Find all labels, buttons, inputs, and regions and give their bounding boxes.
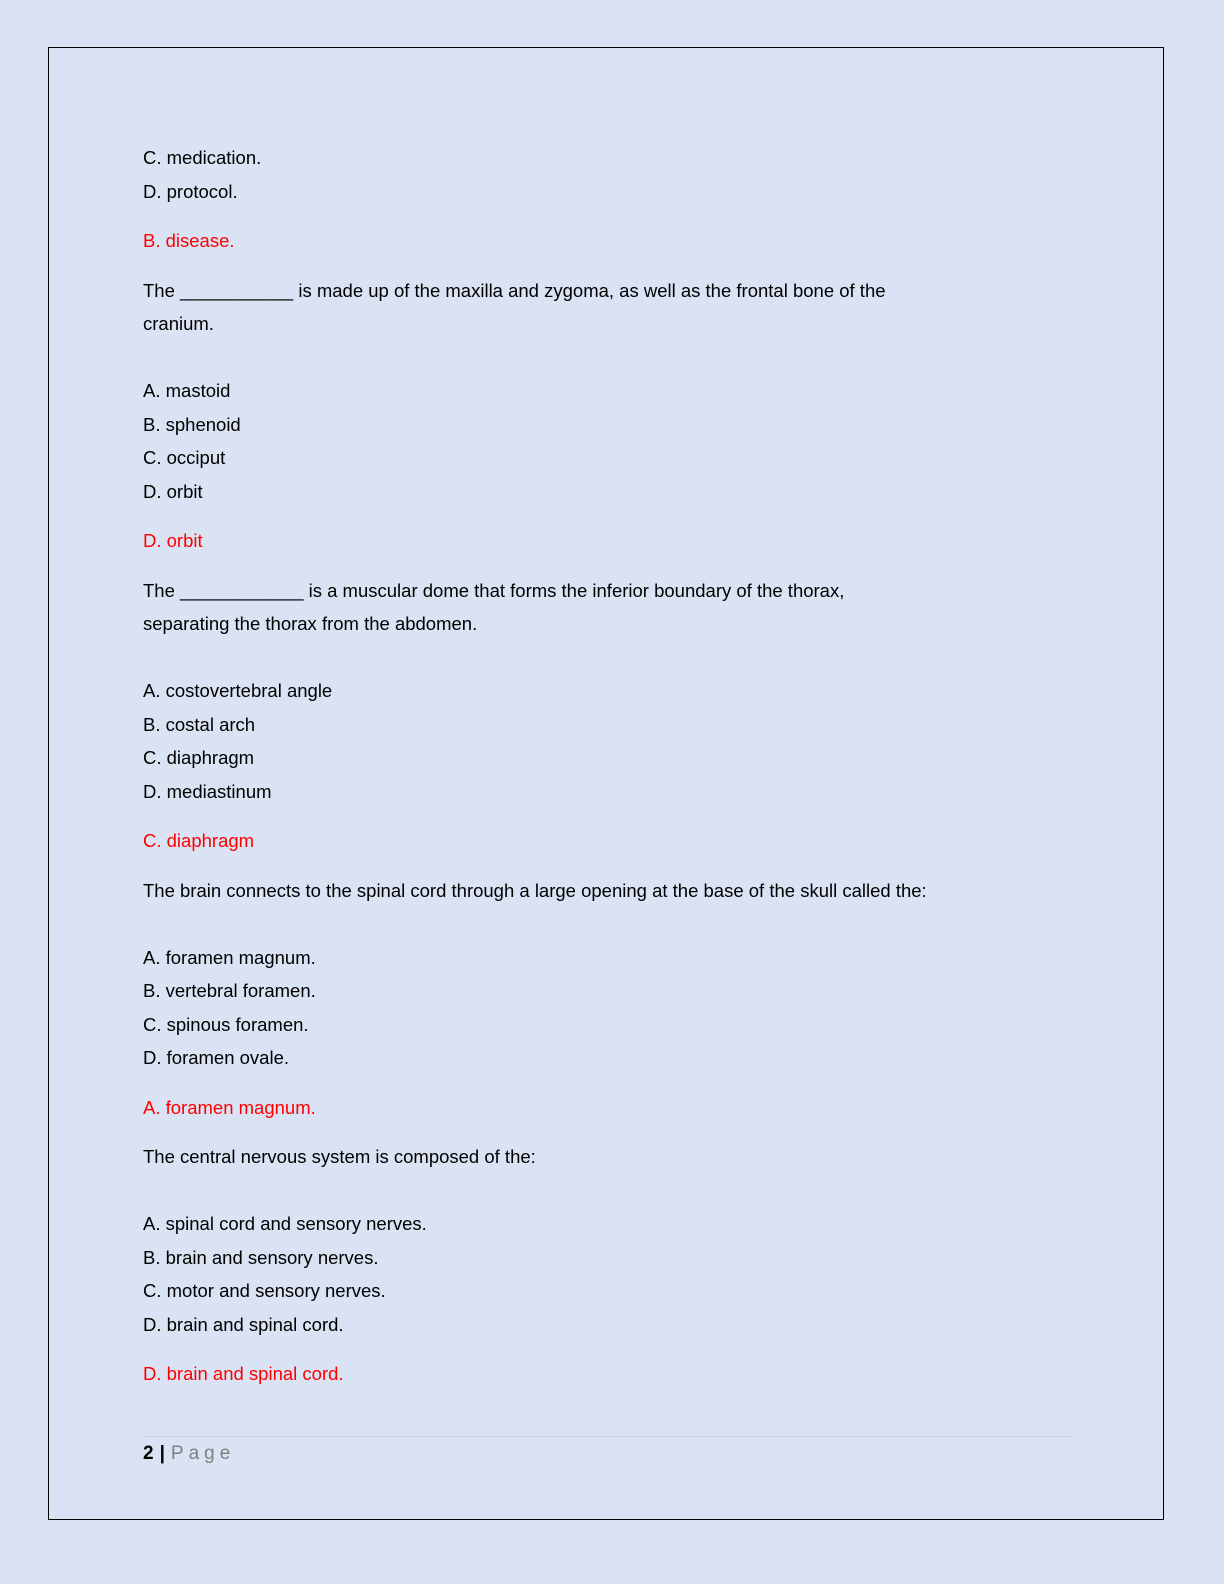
option: C. diaphragm — [143, 747, 255, 768]
question-text: The ___________ is made up of the maxilla and zygoma, as well as the frontal bone of the — [143, 279, 886, 301]
answer: A. foramen magnum. — [143, 1096, 316, 1118]
option: B. sphenoid — [143, 413, 241, 435]
option: A. costovertebral angle — [143, 680, 333, 701]
footer-divider — [143, 1436, 1073, 1437]
page-number: 2 — [143, 1443, 154, 1464]
option: A. foramen magnum. — [143, 946, 316, 968]
answer: C. diaphragm — [143, 830, 255, 851]
option: C. motor and sensory nerves. — [143, 1280, 386, 1301]
option: A. mastoid — [143, 380, 231, 401]
question-text: The brain connects to the spinal cord through a large opening at the base of the skull called the: — [143, 879, 927, 901]
option: B. brain and sensory nerves. — [143, 1246, 379, 1268]
page-label: Page — [170, 1443, 236, 1464]
answer: D. brain and spinal cord. — [143, 1363, 344, 1384]
option: C. spinous foramen. — [143, 1013, 309, 1035]
question-block-3 — [143, 574, 1083, 858]
question-text: separating the thorax from the abdomen. — [143, 613, 478, 634]
question-block-1 — [143, 141, 1083, 258]
option: C. medication. — [143, 147, 262, 168]
document-body — [143, 141, 1083, 1391]
answer: D. orbit — [143, 530, 203, 551]
option: A. spinal cord and sensory nerves. — [143, 1213, 427, 1234]
question-text: The ____________ is a muscular dome that forms the inferior boundary of the thorax, — [143, 579, 845, 601]
question-block-2 — [143, 274, 1083, 558]
footer-separator: | — [159, 1443, 165, 1464]
option: D. mediastinum — [143, 780, 272, 802]
question-block-5 — [143, 1140, 1083, 1391]
option: D. foramen ovale. — [143, 1047, 290, 1068]
option: B. vertebral foramen. — [143, 980, 316, 1001]
question-text: The central nervous system is composed of the: — [143, 1146, 536, 1167]
question-block-4 — [143, 874, 1083, 1125]
option: B. costal arch — [143, 713, 256, 735]
option: C. occiput — [143, 447, 226, 468]
option: D. orbit — [143, 480, 203, 502]
option: D. protocol. — [143, 180, 238, 202]
option: D. brain and spinal cord. — [143, 1313, 344, 1335]
question-text: cranium. — [143, 313, 214, 334]
page-footer — [143, 1440, 235, 1468]
answer: B. disease. — [143, 230, 235, 251]
